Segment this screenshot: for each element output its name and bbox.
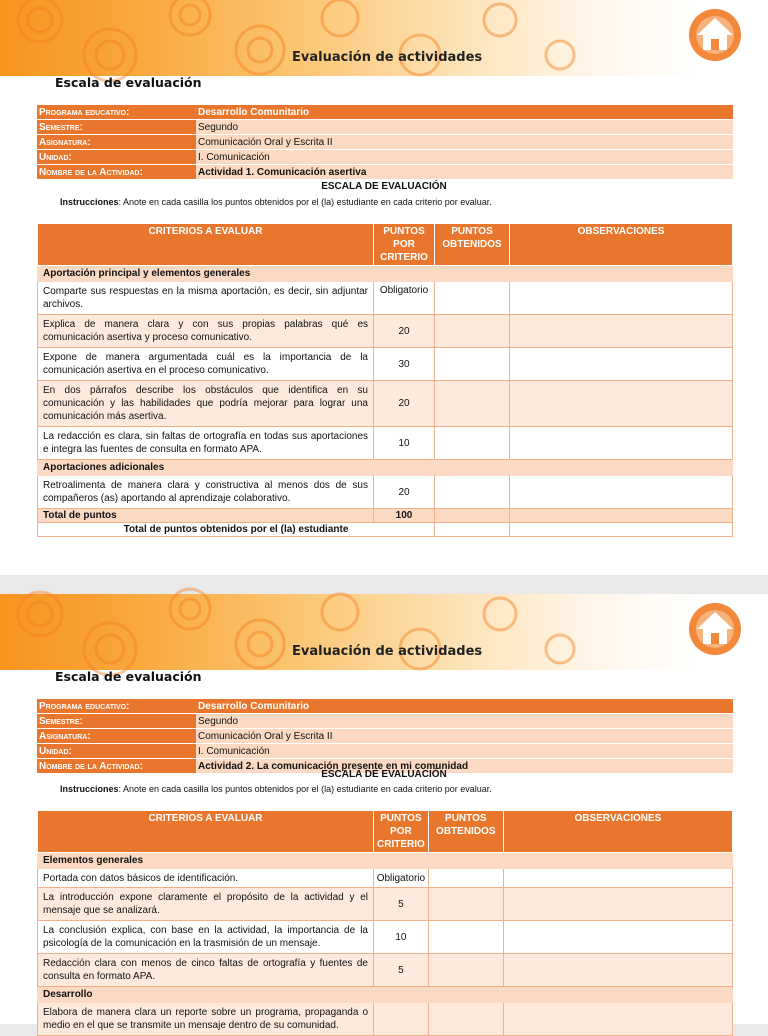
- instructions: [60, 784, 492, 794]
- criteria-table: [37, 223, 733, 537]
- points-obtained-cell[interactable]: [435, 427, 510, 460]
- table-row: Redacción clara con menos de cinco faltas de ortografía y fuentes de consulta en formato APA. 5: [38, 954, 733, 987]
- observations-cell[interactable]: [510, 348, 733, 381]
- observations-cell[interactable]: [503, 921, 732, 954]
- col-criteria: CRITERIOS A EVALUAR: [38, 811, 374, 853]
- house-logo-icon: [683, 599, 747, 655]
- section-row: Aportación principal y elementos generales: [38, 266, 733, 282]
- col-obtained: PUNTOS OBTENIDOS: [428, 811, 503, 853]
- table-row: La redacción es clara, sin faltas de ortografía en todas sus aportaciones e integra las fuentes de consulta en formato APA. 10: [38, 427, 733, 460]
- info-row-asignatura: [37, 729, 733, 744]
- info-label: Semestre:: [37, 714, 196, 729]
- info-label: Programa educativo:: [37, 105, 196, 120]
- col-criteria: CRITERIOS A EVALUAR: [38, 224, 374, 266]
- info-value: Segundo: [196, 120, 733, 135]
- info-value: I. Comunicación: [196, 150, 733, 165]
- points-obtained-cell[interactable]: [435, 348, 510, 381]
- grand-total-cell[interactable]: [435, 523, 510, 537]
- table-row: Explica de manera clara y con sus propias palabras qué es comunicación asertiva y proceso comunicativo. 20: [38, 315, 733, 348]
- info-label: Semestre:: [37, 120, 196, 135]
- col-points: PUNTOS POR CRITERIO: [374, 811, 429, 853]
- info-label: Unidad:: [37, 744, 196, 759]
- info-row-semestre: [37, 120, 733, 135]
- scale-subheading: Escala de evaluación: [55, 669, 202, 684]
- info-label: Nombre de la Actividad:: [37, 165, 196, 180]
- info-value: Segundo: [196, 714, 733, 729]
- table-row: La introducción expone claramente el propósito de la actividad y el mensaje que se analizará. 5: [38, 888, 733, 921]
- info-label: Asignatura:: [37, 729, 196, 744]
- criteria-header-row: [38, 811, 733, 853]
- col-obtained: PUNTOS OBTENIDOS: [435, 224, 510, 266]
- points-obtained-cell[interactable]: [428, 921, 503, 954]
- instructions-label: Instrucciones: [60, 784, 119, 794]
- document-title: Evaluación de actividades: [292, 50, 483, 65]
- instructions-label: Instrucciones: [60, 197, 119, 207]
- info-value: Actividad 2. La comunicación presente en mi comunidad: [196, 759, 733, 774]
- observations-cell[interactable]: [503, 869, 732, 888]
- info-label: Asignatura:: [37, 135, 196, 150]
- observations-cell[interactable]: [503, 1003, 732, 1036]
- observations-cell[interactable]: [510, 315, 733, 348]
- points-obtained-cell[interactable]: [428, 954, 503, 987]
- scale-subheading: Escala de evaluación: [55, 75, 202, 90]
- table-row: En dos párrafos describe los obstáculos que identifica en su comunicación y las habilidades que podría mejorar para lograr una comunicación más asertiva. 20: [38, 381, 733, 427]
- instructions-text: : Anote en cada casilla los puntos obtenidos por el (la) estudiante en cada criterio por evaluar.: [118, 784, 492, 794]
- activity-info-table: [37, 699, 733, 774]
- table-row: Retroalimenta de manera clara y constructiva al menos dos de sus compañeros (as) aportando al aprendizaje colaborativo. 20: [38, 476, 733, 509]
- table-row: Expone de manera argumentada cuál es la importancia de la comunicación asertiva en el proceso comunicativo. 30: [38, 348, 733, 381]
- table-row: La conclusión explica, con base en la actividad, la importancia de la psicología de la comunicación en la trasmisión de un mensaje. 10: [38, 921, 733, 954]
- observations-cell[interactable]: [503, 954, 732, 987]
- info-label: Nombre de la Actividad:: [37, 759, 196, 774]
- instructions: [60, 197, 492, 207]
- grand-total-row: Total de puntos obtenidos por el (la) estudiante: [38, 523, 733, 537]
- section-row: Elementos generales: [38, 853, 733, 869]
- points-obtained-cell[interactable]: [428, 869, 503, 888]
- scale-title: ESCALA DE EVALUACIÓN: [321, 181, 447, 192]
- criteria-table: [37, 810, 733, 1036]
- criteria-header-row: [38, 224, 733, 266]
- total-row: Total de puntos 100: [38, 509, 733, 523]
- points-obtained-cell[interactable]: [435, 381, 510, 427]
- document-page-2: [0, 594, 768, 1031]
- observations-cell[interactable]: [510, 282, 733, 315]
- observations-cell[interactable]: [510, 381, 733, 427]
- table-row: Portada con datos básicos de identificación. Obligatorio: [38, 869, 733, 888]
- table-row: Elabora de manera clara un reporte sobre un programa, propaganda o medio en el que se transmite un mensaje dentro de su comunidad.: [38, 1003, 733, 1036]
- house-logo-icon: [683, 5, 747, 61]
- points-obtained-cell[interactable]: [428, 888, 503, 921]
- scale-title: ESCALA DE EVALUACIÓN: [321, 769, 447, 780]
- info-row-programa: [37, 699, 733, 714]
- points-obtained-cell[interactable]: [435, 315, 510, 348]
- points-obtained-cell[interactable]: [435, 282, 510, 315]
- observations-cell[interactable]: [503, 888, 732, 921]
- info-row-asignatura: [37, 135, 733, 150]
- col-observations: OBSERVACIONES: [510, 224, 733, 266]
- table-row: Comparte sus respuestas en la misma aportación, es decir, sin adjuntar archivos. Obligatorio: [38, 282, 733, 315]
- info-value: Comunicación Oral y Escrita II: [196, 135, 733, 150]
- points-obtained-cell[interactable]: [435, 476, 510, 509]
- info-value: Actividad 1. Comunicación asertiva: [196, 165, 733, 180]
- col-observations: OBSERVACIONES: [503, 811, 732, 853]
- info-value: I. Comunicación: [196, 744, 733, 759]
- col-points: PUNTOS POR CRITERIO: [374, 224, 435, 266]
- info-row-semestre: [37, 714, 733, 729]
- activity-info-table: [37, 105, 733, 180]
- info-value: Comunicación Oral y Escrita II: [196, 729, 733, 744]
- observations-cell[interactable]: [510, 476, 733, 509]
- info-row-unidad: [37, 150, 733, 165]
- info-label: Programa educativo:: [37, 699, 196, 714]
- points-obtained-cell[interactable]: [428, 1003, 503, 1036]
- observations-cell[interactable]: [510, 427, 733, 460]
- instructions-text: : Anote en cada casilla los puntos obtenidos por el (la) estudiante en cada criterio por evaluar.: [118, 197, 492, 207]
- document-title: Evaluación de actividades: [292, 644, 483, 659]
- info-value: Desarrollo Comunitario: [196, 105, 733, 120]
- section-row: Aportaciones adicionales: [38, 460, 733, 476]
- info-value: Desarrollo Comunitario: [196, 699, 733, 714]
- info-row-actividad: [37, 165, 733, 180]
- section-row: Desarrollo: [38, 987, 733, 1003]
- info-row-programa: [37, 105, 733, 120]
- info-row-unidad: [37, 744, 733, 759]
- info-label: Unidad:: [37, 150, 196, 165]
